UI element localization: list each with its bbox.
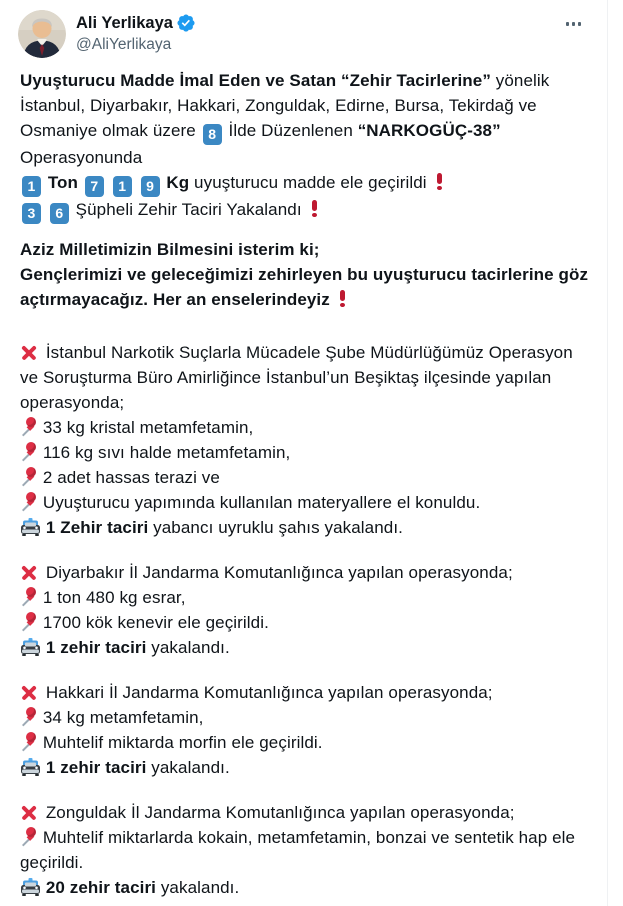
avatar[interactable] [18,10,66,58]
more-icon [572,22,576,26]
police-car-icon [20,878,41,896]
more-icon [566,22,570,26]
post-paragraph: Uyuşturucu Madde İmal Eden ve Satan “Zehir Tacirlerine” yönelik İstanbul, Diyarbakır, Hakkari, Zonguldak, Edirne, Bursa, Tekirdağ ve Osmaniye olmak üzere 8 İlde Düzenlenen “NARKOGÜÇ-38” Operasyonunda 1 Ton 7 1 9 Kg uyuşturucu madde ele geçirildi 3 6 Şüpheli Zehir Taciri Yakalandı [20,68,595,224]
exclamation-icon [437,173,444,190]
pushpin-icon [20,827,37,846]
post-body [0,58,623,906]
police-car-icon [20,638,41,656]
bold-text: Uyuşturucu Madde İmal Eden ve Satan “Zehir Tacirlerine” [20,71,491,90]
bold-text: 20 zehir taciri [45,878,156,897]
pushpin-icon [20,707,37,726]
pushpin-icon [20,492,37,511]
bold-text: Ton [47,173,79,192]
keycap-digit-icon: 1 [22,176,41,197]
post-paragraph: Diyarbakır İl Jandarma Komutanlığınca yapılan operasyonda; 1 ton 480 kg esrar, 1700 kök kenevir ele geçirildi. 1 zehir taciri yakalandı. [20,560,595,660]
bold-text: Kg [166,173,190,192]
bold-text: 1 Zehir taciri [45,518,149,537]
cross-mark-icon [20,804,38,821]
bold-text: Gençlerimizi ve geleceğimizi zehirleyen bu uyuşturucu tacirlerine göz açtırmayacağız. Her an enselerindeyiz [20,265,589,309]
keycap-digit-icon: 9 [141,176,160,197]
pushpin-icon [20,442,37,461]
keycap-digit-icon: 7 [85,176,104,197]
bold-text: “NARKOGÜÇ-38” [357,121,501,140]
avatar-image [18,10,66,58]
more-icon [578,22,582,26]
verified-badge-icon [176,13,196,33]
exclamation-icon [312,200,319,217]
police-car-icon [20,758,41,776]
pushpin-icon [20,467,37,486]
pushpin-icon [20,587,37,606]
tweet-header [0,0,623,58]
keycap-digit-icon: 6 [50,203,69,224]
bold-text: Aziz Milletimizin Bilmesini isterim ki; [20,240,320,259]
cross-mark-icon [20,564,38,581]
exclamation-icon [340,290,347,307]
post-paragraph: Zonguldak İl Jandarma Komutanlığınca yapılan operasyonda; Muhtelif miktarlarda kokain, metamfetamin, bonzai ve sentetik hap ele geçirildi. 20 zehir taciri yakalandı. [20,803,576,897]
bold-text: 1 zehir taciri [45,638,147,657]
post-paragraph: Hakkari İl Jandarma Komutanlığınca yapılan operasyonda; 34 kg metamfetamin, Muhtelif miktarda morfin ele geçirildi. 1 zehir taciri yakalandı. [20,680,595,780]
post-paragraph [20,237,595,312]
pushpin-icon [20,732,37,751]
pushpin-icon [20,417,37,436]
pushpin-icon [20,612,37,631]
cross-mark-icon [20,344,38,361]
post-paragraph: İstanbul Narkotik Suçlarla Mücadele Şube Müdürlüğümüz Operasyon ve Soruşturma Büro Amirliğince İstanbul’un Beşiktaş ilçesinde yapılan operasyonda; 33 kg kristal metamfetamin, 116 kg sıvı halde metamfetamin, 2 adet hassas terazi ve Uyuşturucu yapımında kullanılan materyallere el konuldu. 1 Zehir taciri yabancı uyruklu şahıs yakalandı. [20,343,573,537]
more-button[interactable] [560,16,588,32]
bold-text: 1 zehir taciri [45,758,147,777]
cross-mark-icon [20,684,38,701]
card-right-border [607,0,608,906]
keycap-digit-icon: 1 [113,176,132,197]
author-names [76,10,196,54]
display-name[interactable]: Ali Yerlikaya [76,14,173,32]
police-car-icon [20,518,41,536]
keycap-digit-icon: 3 [22,203,41,224]
user-handle[interactable]: @AliYerlikaya [76,36,172,53]
keycap-digit-icon: 8 [203,124,222,145]
